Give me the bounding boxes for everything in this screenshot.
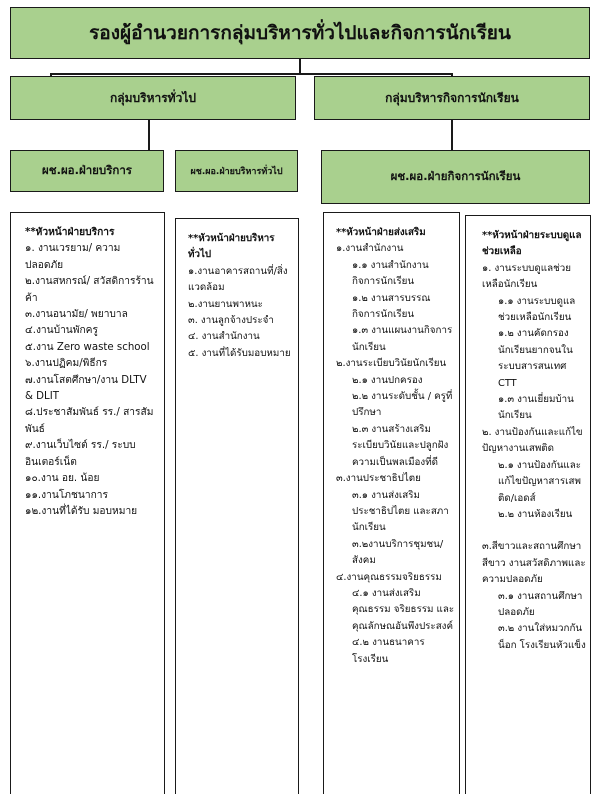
duty-item: ๔.งานบ้านพักครู bbox=[25, 325, 98, 337]
sub-duty-item: ๒.๑ งานปกครอง bbox=[352, 374, 423, 386]
sub-duty-item: ๒.๒ งานห้องเรียน bbox=[498, 508, 573, 520]
duty-item: ๑.งานสำนักงาน bbox=[336, 243, 404, 255]
duty-item: ๔. งานสำนักงาน bbox=[188, 331, 260, 343]
sub-duty-item: ๑.๓ งานแผนงานกิจการนักเรียน bbox=[352, 325, 453, 353]
duty-item: ๓.งานประชาธิปไตย bbox=[336, 473, 421, 485]
unit-service: ผช.ผอ.ฝ่ายบริการ bbox=[10, 150, 164, 192]
duty-item: ๗.งานโสตศึกษา/งาน DLTV & DLIT bbox=[25, 374, 147, 403]
unit-student-affairs: ผช.ผอ.ฝ่ายกิจการนักเรียน bbox=[321, 150, 590, 204]
group-student-affairs: กลุ่มบริหารกิจการนักเรียน bbox=[314, 76, 590, 120]
connector-general-down bbox=[148, 120, 150, 150]
promotion-duty-list bbox=[324, 225, 459, 668]
duty-item: ๑๑.งานโภชนาการ bbox=[25, 489, 108, 501]
duty-item: ๑๒.งานที่ได้รับ มอบหมาย bbox=[25, 505, 138, 517]
duty-item: ๑. งานเวรยาม/ ความปลอดภัย bbox=[25, 243, 121, 271]
duty-item: ๔.งานคุณธรรมจริยธรรม bbox=[336, 571, 442, 583]
sub-duty-item: ๓.๑ งานสถานศึกษาปลอดภัย bbox=[498, 590, 583, 618]
duty-item: ๙.งานเว็บไซต์ รร./ ระบบอินเตอร์เน็ต bbox=[25, 440, 136, 468]
sub-duty-item: ๓.๑ งานส่งเสริมประชาธิปไตย และสภานักเรียน bbox=[352, 489, 449, 534]
duty-item: ๒.งานยานพาหนะ bbox=[188, 298, 263, 310]
connector-title-horizontal bbox=[50, 73, 452, 75]
column-heading: **หัวหน้าฝ่ายส่งเสริม bbox=[336, 227, 426, 238]
duty-item: ๑.งานอาคารสถานที่/สิ่งแวดล้อม bbox=[188, 265, 288, 294]
unit-general-admin: ผช.ผอ.ฝ่ายบริหารทั่วไป bbox=[175, 150, 298, 192]
group-general-admin: กลุ่มบริหารทั่วไป bbox=[10, 76, 296, 120]
duty-item: ๑. งานระบบดูแลช่วยเหลือนักเรียน bbox=[482, 262, 571, 291]
sub-duty-item: ๒.๓ งานสร้างเสริมระเบียบวินัยและปลูกฝังความเป็นพลเมืองที่ดี bbox=[352, 423, 449, 468]
duty-item: ๓. งานลูกจ้างประจำ bbox=[188, 315, 274, 327]
sub-duty-item: ๑.๓ งานเยี่ยมบ้านนักเรียน bbox=[498, 394, 574, 422]
admin-duty-list bbox=[176, 231, 298, 362]
connector-student-down bbox=[451, 120, 453, 150]
column-promotion-duties bbox=[323, 212, 460, 794]
column-support-duties bbox=[465, 215, 591, 794]
sub-duty-item: ๒.๒ งานระดับชั้น / ครูที่ปรึกษา bbox=[352, 391, 453, 419]
duty-item: ๘.ประชาสัมพันธ์ รร./ สารสัมพันธ์ bbox=[25, 407, 154, 435]
spacer bbox=[482, 523, 586, 539]
sub-duty-item: ๓.๒ งานใส่หมวกกันน็อก โรงเรียนหัวแข็ง bbox=[498, 623, 586, 651]
sub-duty-item: ๑.๒ งานคัดกรองนักเรียนยากจนในระบบสารสนเทศ CTT bbox=[498, 328, 573, 389]
column-admin-duties bbox=[175, 218, 299, 794]
column-service-duties bbox=[10, 212, 165, 794]
support-duty-list bbox=[466, 228, 590, 654]
duty-item: ๒.งานสหกรณ์/ สวัสดิการร้านค้า bbox=[25, 276, 154, 304]
duty-item: ๑๐.งาน อย. น้อย bbox=[25, 473, 100, 485]
sub-duty-item: ๒.๑ งานป้องกันและแก้ไขปัญหาสารเสพติด/เอดส์ bbox=[498, 459, 581, 504]
duty-item: ๒.งานระเบียบวินัยนักเรียน bbox=[336, 358, 447, 370]
sub-duty-item: ๑.๒ งานสารบรรณกิจการนักเรียน bbox=[352, 292, 431, 321]
column-heading: **หัวหน้าฝ่ายบริหารทั่วไป bbox=[188, 233, 275, 261]
service-duty-list bbox=[11, 225, 164, 520]
sub-duty-item: ๔.๑ งานส่งเสริมคุณธรรม จริยธรรม และคุณลักษณอันพึงประสงค์ bbox=[352, 587, 455, 632]
column-heading: **หัวหน้าฝ่ายบริการ bbox=[25, 227, 115, 238]
column-heading: **หัวหน้าฝ่ายระบบดูแลช่วยเหลือ bbox=[482, 230, 582, 258]
sub-duty-item: ๔.๒ งานธนาคารโรงเรียน bbox=[352, 637, 425, 665]
deputy-director-title: รองผู้อำนวยการกลุ่มบริหารทั่วไปและกิจการนักเรียน bbox=[10, 7, 590, 59]
duty-item: ๕.งาน Zero waste school bbox=[25, 341, 150, 353]
sub-duty-item: ๑.๑ งานระบบดูแลช่วยเหลือนักเรียน bbox=[498, 295, 576, 324]
sub-duty-item: ๑.๑ งานสำนักงานกิจการนักเรียน bbox=[352, 259, 429, 288]
duty-item: ๕. งานที่ได้รับมอบหมาย bbox=[188, 347, 291, 359]
duty-item: ๓.งานอนามัย/ พยาบาล bbox=[25, 309, 128, 321]
duty-item: ๖.งานปฏิคม/พิธีกร bbox=[25, 358, 108, 370]
duty-item: ๓.สีขาวและสถานศึกษาสีขาว งานสวัสดิภาพและความปลอดภัย bbox=[482, 541, 586, 586]
duty-item: ๒. งานป้องกันและแก้ไขปัญหางานเสพติด bbox=[482, 426, 583, 455]
sub-duty-item: ๓.๒งานบริการชุมชน/สังคม bbox=[352, 538, 444, 567]
connector-title-down bbox=[299, 59, 301, 74]
